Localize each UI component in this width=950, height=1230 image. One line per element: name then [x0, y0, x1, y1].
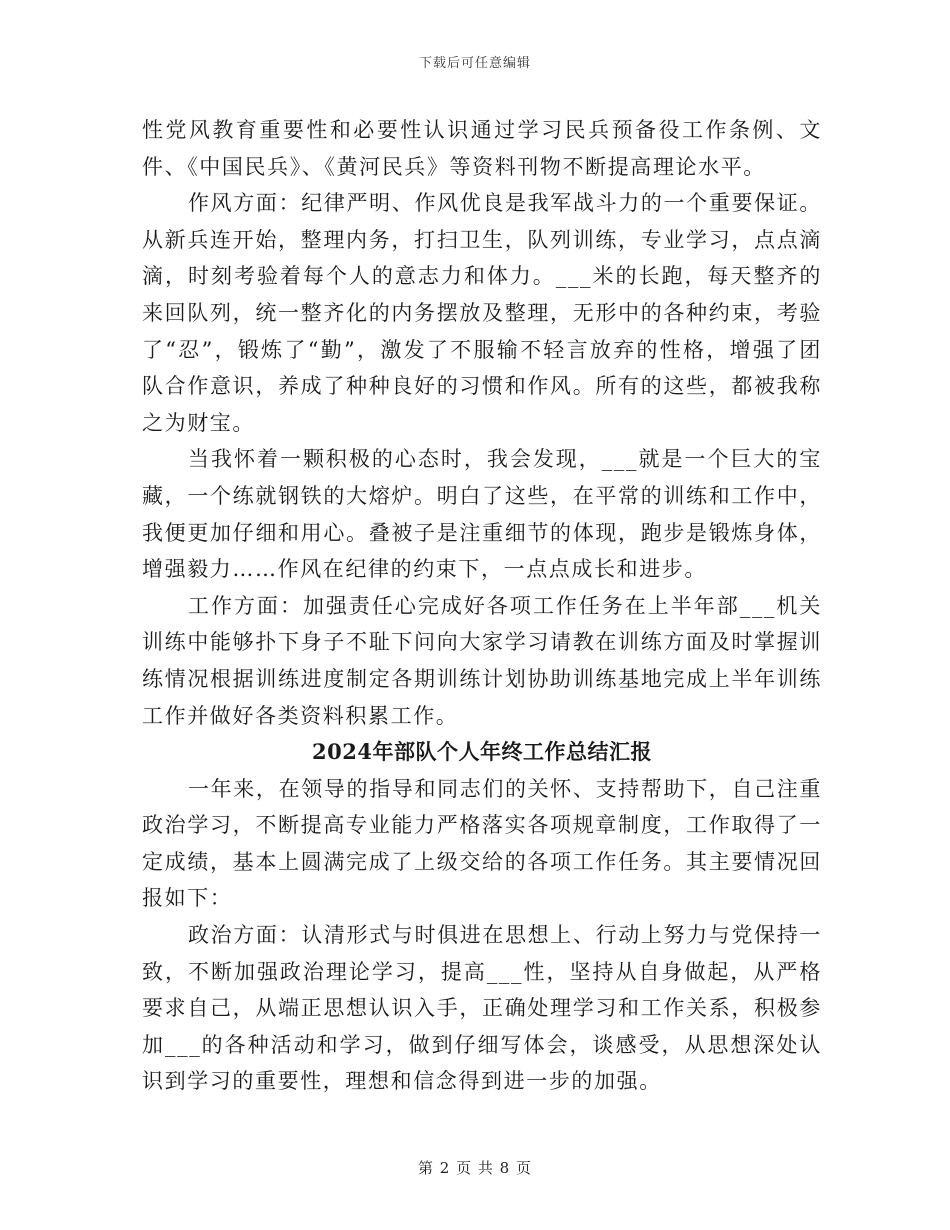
section-title: 2024年部队个人年终工作总结汇报 [312, 739, 652, 765]
paragraph-summary-intro: 一年来，在领导的指导和同志们的关怀、支持帮助下，自己注重政治学习，不断提高专业能力严格落实各项规章制度，工作取得了一定成绩，基本上圆满完成了上级交给的各项工作任务。其主要情况回报如下： [142, 776, 822, 911]
paragraph-politics: 政治方面：认清形式与时俱进在思想上、行动上努力与党保持一致，不断加强政治理论学习，提高___性，坚持从自身做起，从严格要求自己，从端正思想认识入手，正确处理学习和工作关系，积极参加___的各种活动和学习，做到仔细写体会，谈感受，从思想深处认识到学习的重要性，理想和信念得到进一步的加强。 [142, 923, 822, 1094]
paragraph-1: 性党风教育重要性和必要性认识通过学习民兵预备役工作条例、文件、《中国民兵》、《黄河民兵》等资料刊物不断提高理论水平。 [142, 118, 822, 179]
paragraph-attitude: 当我怀着一颗积极的心态时，我会发现，___就是一个巨大的宝藏，一个练就钢铁的大熔炉。明白了这些，在平常的训练和工作中，我便更加仔细和用心。叠被子是注重细节的体现，跑步是锻炼身体，增强毅力……作风在纪律的约束下，一点点成长和进步。 [142, 447, 822, 582]
document-body [142, 112, 822, 1100]
paragraph-work: 工作方面：加强责任心完成好各项工作任务在上半年部___机关训练中能够扑下身子不耻下问向大家学习请教在训练方面及时掌握训练情况根据训练进度制定各期训练计划协助训练基地完成上半年训练工作并做好各类资料积累工作。 [142, 593, 822, 728]
page-header: 下载后可任意编辑 [418, 56, 531, 71]
paragraph-style: 作风方面：纪律严明、作风优良是我军战斗力的一个重要保证。从新兵连开始，整理内务，打扫卫生，队列训练，专业学习，点点滴滴，时刻考验着每个人的意志力和体力。___米的长跑，每天整齐的来回队列，统一整齐化的内务摆放及整理，无形中的各种约束，考验了“忍”，锻炼了“勤”，激发了不服输不轻言放弃的性格，增强了团队合作意识，养成了种种良好的习惯和作风。所有的这些，都被我称之为财宝。 [142, 191, 822, 435]
page-footer: 第 2 页 共 8 页 [418, 1159, 532, 1177]
